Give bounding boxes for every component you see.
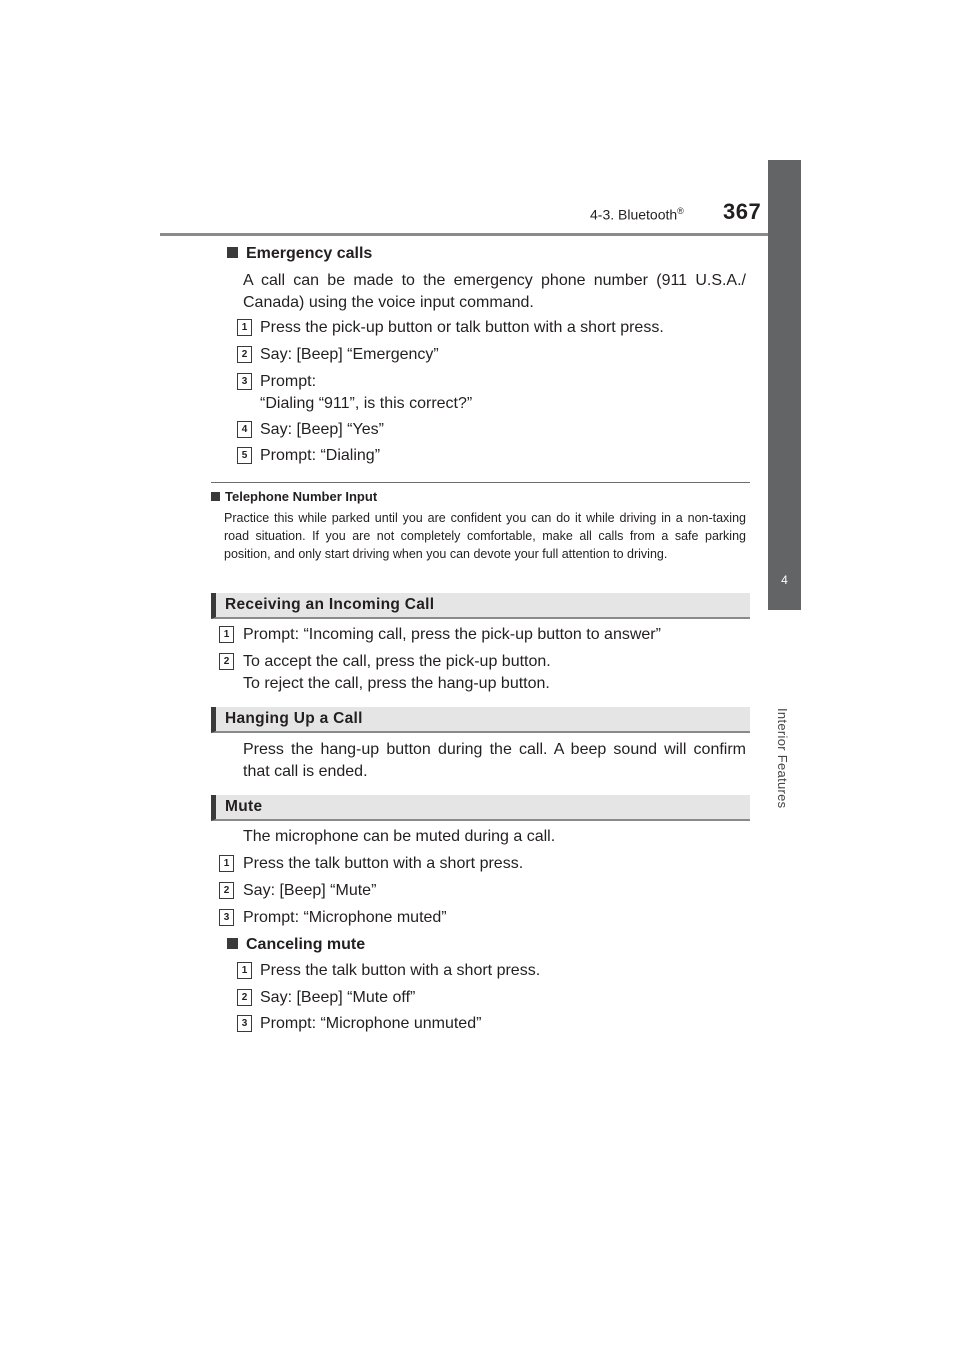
step-number-icon: 1 — [237, 319, 252, 336]
section-heading-mute: Mute — [211, 795, 750, 821]
step-text: Prompt: “Microphone unmuted” — [260, 1015, 482, 1032]
step-text: Prompt: — [260, 373, 317, 390]
step-text: Say: [Beep] “Yes” — [260, 421, 384, 438]
step-number-icon: 4 — [237, 421, 252, 438]
header-rule — [160, 233, 801, 236]
step-text-continued: To reject the call, press the hang-up button. — [243, 675, 550, 692]
square-bullet-icon — [227, 247, 238, 258]
step-text: To accept the call, press the pick-up button. — [243, 653, 551, 670]
square-bullet-icon — [227, 938, 238, 949]
step-text: Prompt: “Dialing” — [260, 447, 381, 464]
step-text: Say: [Beep] “Emergency” — [260, 346, 439, 363]
step-number-icon: 2 — [219, 882, 234, 899]
hanging-up-body: Press the hang-up button during the call. A beep sound will confirm that call is ended. — [243, 741, 746, 780]
step-number-icon: 1 — [219, 626, 234, 643]
page-number: 367 — [723, 199, 762, 224]
section-heading-receiving: Receiving an Incoming Call — [211, 593, 750, 619]
note-body: Practice this while parked until you are confident you can do it while driving in a non-taxing road situation. If you are not completely comfortable, make all calls from a safe parking position, and only start driving when you can devote your full attention to driving. — [224, 511, 746, 561]
note-divider — [211, 482, 750, 483]
step-text: Say: [Beep] “Mute” — [243, 882, 377, 899]
emergency-title: Emergency calls — [227, 243, 372, 265]
square-bullet-icon — [211, 492, 220, 501]
step-number-icon: 1 — [219, 855, 234, 872]
step-text: Prompt: “Microphone muted” — [243, 909, 447, 926]
step-number-icon: 2 — [237, 989, 252, 1006]
step-number-icon: 3 — [237, 373, 252, 390]
step-number-icon: 2 — [237, 346, 252, 363]
emergency-intro: A call can be made to the emergency phone number (911 U.S.A./ Canada) using the voice input command. — [243, 272, 746, 311]
note-title: Telephone Number Input — [211, 489, 377, 504]
section-heading-hanging-up: Hanging Up a Call — [211, 707, 750, 733]
chapter-tab-label: Interior Features — [775, 708, 790, 809]
step-text-continued: “Dialing “911”, is this correct?” — [260, 395, 473, 412]
step-number-icon: 3 — [219, 909, 234, 926]
step-number-icon: 2 — [219, 653, 234, 670]
step-number-icon: 3 — [237, 1015, 252, 1032]
section-title: 4-3. Bluetooth® — [590, 206, 684, 223]
step-text: Press the talk button with a short press. — [260, 962, 541, 979]
chapter-tab-number: 4 — [781, 573, 788, 587]
mute-intro: The microphone can be muted during a call. — [243, 828, 556, 845]
chapter-tab — [768, 160, 801, 610]
canceling-mute-title: Canceling mute — [227, 934, 365, 956]
step-text: Press the pick-up button or talk button with a short press. — [260, 319, 664, 336]
step-number-icon: 1 — [237, 962, 252, 979]
step-number-icon: 5 — [237, 447, 252, 464]
step-text: Press the talk button with a short press. — [243, 855, 524, 872]
step-text: Say: [Beep] “Mute off” — [260, 989, 416, 1006]
step-text: Prompt: “Incoming call, press the pick-up button to answer” — [243, 626, 661, 643]
